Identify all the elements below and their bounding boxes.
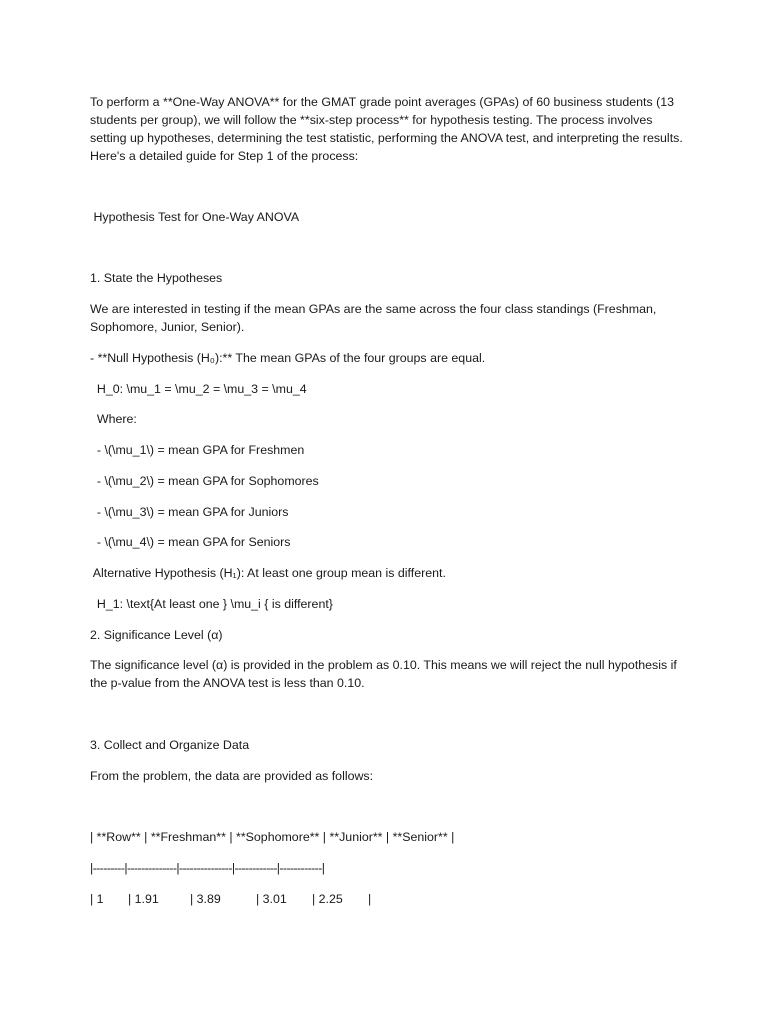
intro-paragraph: To perform a **One-Way ANOVA** for the GMAT grade point averages (GPAs) of 60 business students (13 students per group), we will follow the **six-step process** for hypothesis testing. The process involves setting up hypotheses, determining the test statistic, performing the ANOVA test, and interpreting the results. Here's a detailed guide for Step 1 of the process: <box>90 95 683 163</box>
step3-heading: 3. Collect and Organize Data <box>90 738 250 752</box>
definition-mu4: - \(\mu_4\) = mean GPA for Seniors <box>90 535 291 549</box>
definition-mu1: - \(\mu_1\) = mean GPA for Freshmen <box>90 443 305 457</box>
step2-body: The significance level (α) is provided in the problem as 0.10. This means we will reject the null hypothesis if the p-value from the ANOVA test is less than 0.10. <box>90 658 677 690</box>
null-hypothesis-line: - **Null Hypothesis (H₀):** The mean GPAs of the four groups are equal. <box>90 351 486 365</box>
alternative-hypothesis-line: Alternative Hypothesis (H₁): At least one group mean is different. <box>90 566 446 580</box>
table-separator: |---------|--------------|---------------|------------|------------| <box>90 861 325 875</box>
definition-mu2: - \(\mu_2\) = mean GPA for Sophomores <box>90 474 319 488</box>
table-cell-end: | <box>368 892 372 906</box>
table-cell-junior: | 3.01 <box>256 892 287 906</box>
step1-body: We are interested in testing if the mean GPAs are the same across the four class standings (Freshman, Sophomore, Junior, Senior). <box>90 302 657 334</box>
table-cell-sophomore: | 3.89 <box>190 892 221 906</box>
definition-mu3: - \(\mu_3\) = mean GPA for Juniors <box>90 505 289 519</box>
step1-heading: 1. State the Hypotheses <box>90 271 223 285</box>
table-row <box>90 890 371 908</box>
table-cell-freshman: | 1.91 <box>128 892 159 906</box>
alternative-hypothesis-formula: H_1: \text{At least one } \mu_i { is different} <box>90 597 333 611</box>
section-title: Hypothesis Test for One-Way ANOVA <box>90 210 300 224</box>
step2-heading: 2. Significance Level (α) <box>90 628 223 642</box>
table-header: | **Row** | **Freshman** | **Sophomore** | **Junior** | **Senior** | <box>90 830 455 844</box>
table-cell-senior: | 2.25 <box>312 892 343 906</box>
null-hypothesis-formula: H_0: \mu_1 = \mu_2 = \mu_3 = \mu_4 <box>90 382 307 396</box>
where-label: Where: <box>90 412 137 426</box>
step3-body: From the problem, the data are provided as follows: <box>90 769 374 783</box>
table-cell-row: | 1 <box>90 892 104 906</box>
